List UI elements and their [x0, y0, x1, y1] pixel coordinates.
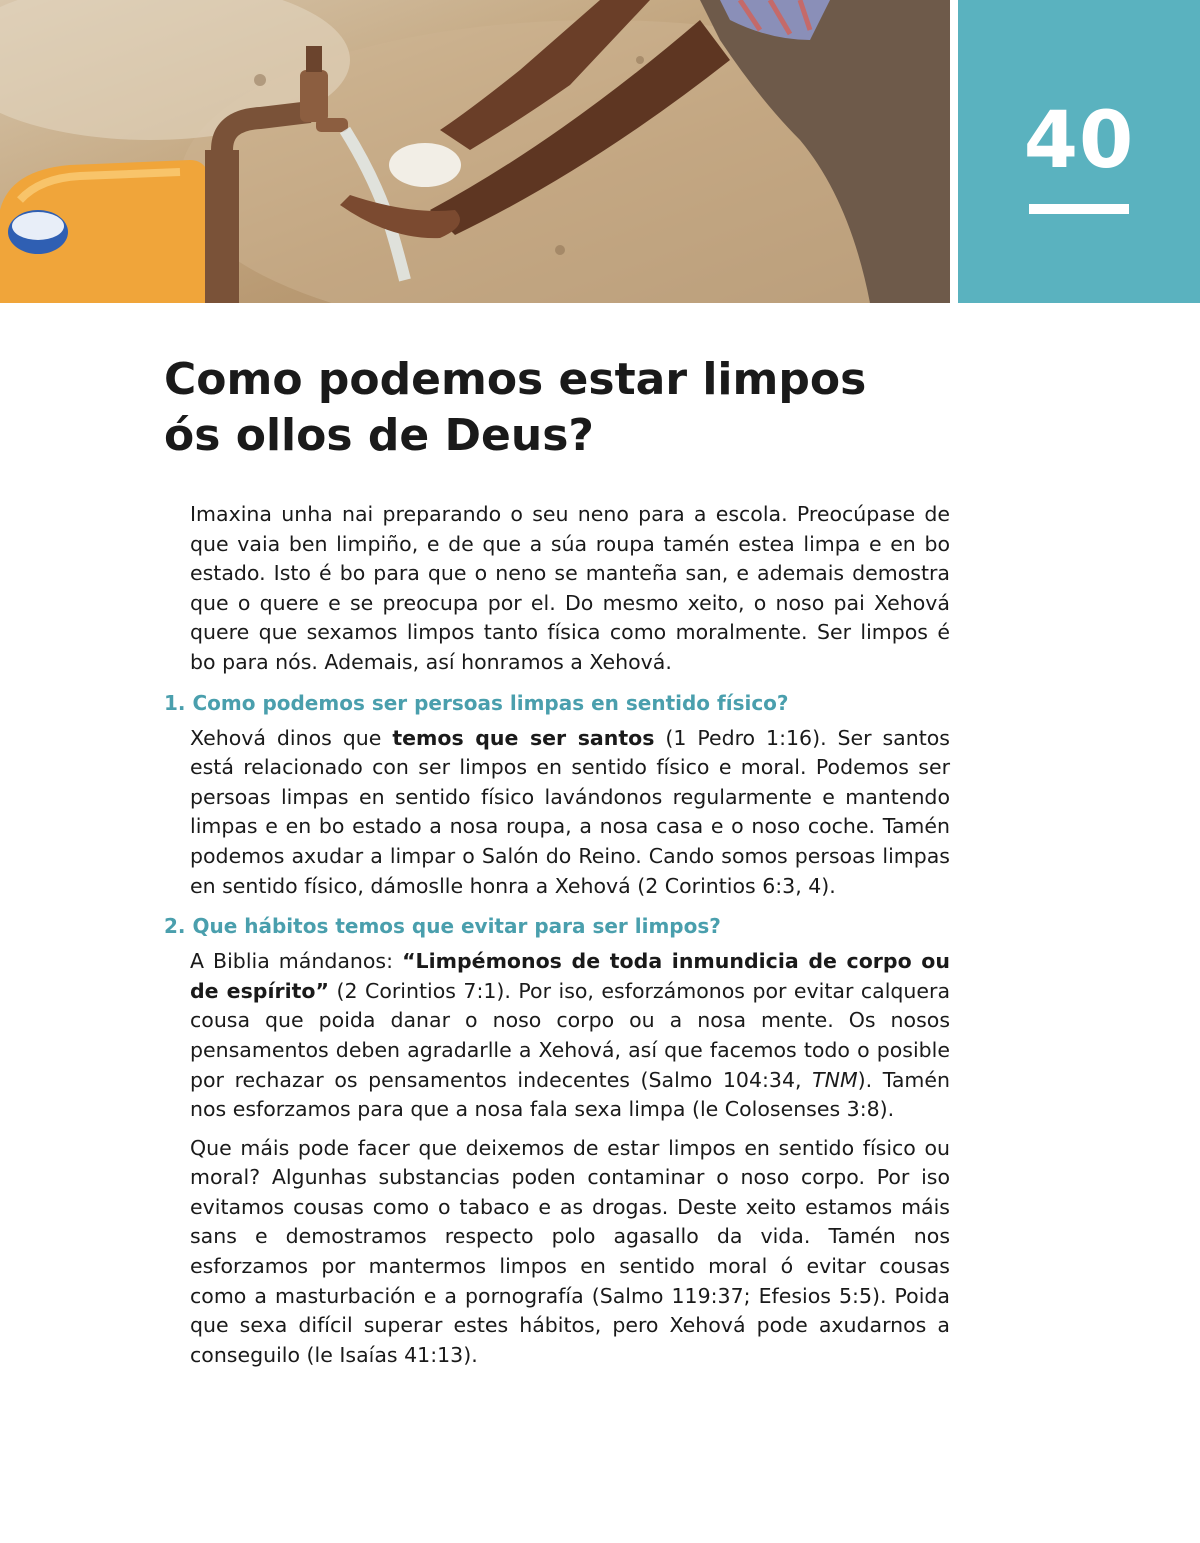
lesson-number-underline — [1029, 204, 1129, 214]
section-1-paragraph — [190, 724, 950, 902]
page-title-line-1: Como podemos estar limpos — [164, 354, 867, 405]
section-2-paragraph-1 — [190, 947, 950, 1125]
page-title — [164, 352, 924, 464]
lesson-number-badge — [958, 0, 1200, 303]
section-2-paragraph-2: Que máis pode facer que deixemos de estar limpos en sentido físico ou moral? Algunhas substancias poden contaminar o noso corpo. Por iso evitamos cousas como o tabaco e as drogas. Deste xeito estamos máis sans e demostramos respecto polo agasallo da vida. Tamén nos esforzamos por mantermos limpos en sentido moral ó evitar cousas como a masturbación e a pornografía (Salmo 119:37; Efesios 5:5). Poida que sexa difícil superar estes hábitos, pero Xehová pode axudarnos a conseguilo (le Isaías 41:13). — [190, 1135, 950, 1367]
section-2-text-after: ). Tamén nos esforzamos para que a nosa fala sexa limpa (le Colosenses 3:8). — [190, 1067, 951, 1122]
section-2-text-mid: (2 Corintios 7:1). Por iso, esforzámonos por evitar calquera cousa que poida danar o noso corpo ou a nosa mente. Os nosos pensamentos deben agradarlle a Xehová, así que facemos todo o posible por rechazar os pensamentos indecentes (Salmo 104:34, — [190, 978, 951, 1092]
section-2-italic-text: TNM — [812, 1067, 858, 1092]
page-title-line-2: ós ollos de Deus? — [164, 410, 594, 461]
lesson-content — [164, 500, 950, 1379]
hero-photo — [0, 0, 950, 303]
section-2-bold-quote: “Limpémonos de toda inmundicia de corpo ou de espírito” — [190, 949, 950, 1003]
section-1-bold-text: temos que ser santos — [392, 725, 655, 750]
intro-paragraph: Imaxina unha nai preparando o seu neno para a escola. Preocúpase de que vaia ben limpiño, e de que a súa roupa tamén estea limpa e en bo estado. Isto é bo para que o neno se manteña san, e ademais demostra que o quere e se preocupa por el. Do mesmo xeito, o noso pai Xehová quere que sexamos limpos tanto física como moralmente. Ser limpos é bo para nós. Ademais, así honramos a Xehová. — [190, 502, 950, 674]
section-1-text-before: Xehová dinos que — [190, 725, 393, 750]
lesson-number: 40 — [1023, 96, 1135, 186]
section-1-heading: 1. Como podemos ser persoas limpas en sentido físico? — [164, 690, 789, 715]
hands-washing-illustration — [0, 0, 950, 303]
jerry-can — [0, 160, 212, 303]
section-2-text-before: A Biblia mándanos: — [190, 949, 403, 974]
section-2-heading: 2. Que hábitos temos que evitar para ser limpos? — [164, 914, 721, 939]
section-1-text-after: (1 Pedro 1:16). Ser santos está relacionado con ser limpos en sentido físico e moral. Podemos ser persoas limpas en sentido físico lavándonos regularmente e mantendo limpas e en bo estado a nosa roupa, a nosa casa e o noso coche. Tamén podemos axudar a limpar o Salón do Reino. Cando somos persoas limpas en sentido físico, dámoslle honra a Xehová (2 Corintios 6:3, 4). — [190, 725, 950, 898]
